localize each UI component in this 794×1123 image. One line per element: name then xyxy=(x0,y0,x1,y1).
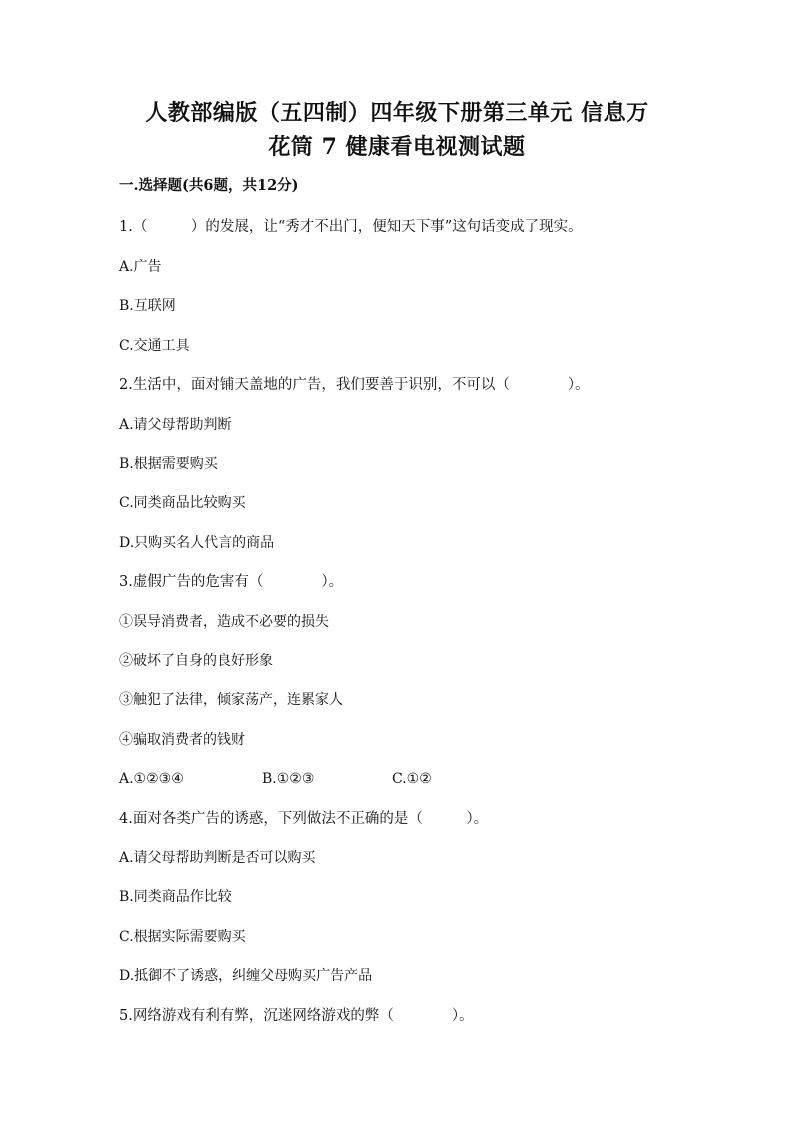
question-2-option-a: A.请父母帮助判断 xyxy=(119,417,232,433)
question-1-stem: 1.（ ）的发展，让“秀才不出门，便知天下事”这句话变成了现实。 xyxy=(119,219,583,235)
question-3-option-a: A.①②③④ xyxy=(119,771,184,787)
question-2-stem: 2.生活中，面对铺天盖地的广告，我们要善于识别，不可以（ ）。 xyxy=(119,377,590,393)
question-3-item-2: ②破坏了自身的良好形象 xyxy=(119,653,273,669)
title-line-1: 人教部编版（五四制）四年级下册第三单元 信息万 xyxy=(145,100,649,126)
question-3-stem: 3.虚假广告的危害有（ ）。 xyxy=(119,574,344,590)
question-5-stem: 5.网络游戏有利有弊，沉迷网络游戏的弊（ ）。 xyxy=(119,1008,474,1024)
question-1-option-b: B.互联网 xyxy=(119,298,176,314)
question-1-option-a: A.广告 xyxy=(119,259,162,275)
question-4-option-a: A.请父母帮助判断是否可以购买 xyxy=(119,850,316,866)
question-3-option-b: B.①②③ xyxy=(262,771,315,787)
question-4-option-b: B.同类商品作比较 xyxy=(119,889,232,905)
question-3-item-1: ①误导消费者，造成不必要的损失 xyxy=(119,614,329,630)
question-4-option-d: D.抵御不了诱惑，纠缠父母购买广告产品 xyxy=(119,968,373,984)
question-3-options xyxy=(119,769,432,789)
title-line-2: 花筒 7 健康看电视测试题 xyxy=(268,134,526,160)
question-3-option-c: C.①② xyxy=(392,771,432,787)
question-2-option-d: D.只购买名人代言的商品 xyxy=(119,535,275,551)
question-2-option-c: C.同类商品比较购买 xyxy=(119,495,246,511)
question-2-option-b: B.根据需要购买 xyxy=(119,456,218,472)
question-3-item-4: ④骗取消费者的钱财 xyxy=(119,732,245,748)
question-1-option-c: C.交通工具 xyxy=(119,338,190,354)
question-3-item-3: ③触犯了法律，倾家荡产，连累家人 xyxy=(119,692,343,708)
section-heading: 一.选择题(共6题，共12分) xyxy=(119,177,299,194)
question-4-option-c: C.根据实际需要购买 xyxy=(119,929,246,945)
question-4-stem: 4.面对各类广告的诱惑，下列做法不正确的是（ ）。 xyxy=(119,811,489,827)
